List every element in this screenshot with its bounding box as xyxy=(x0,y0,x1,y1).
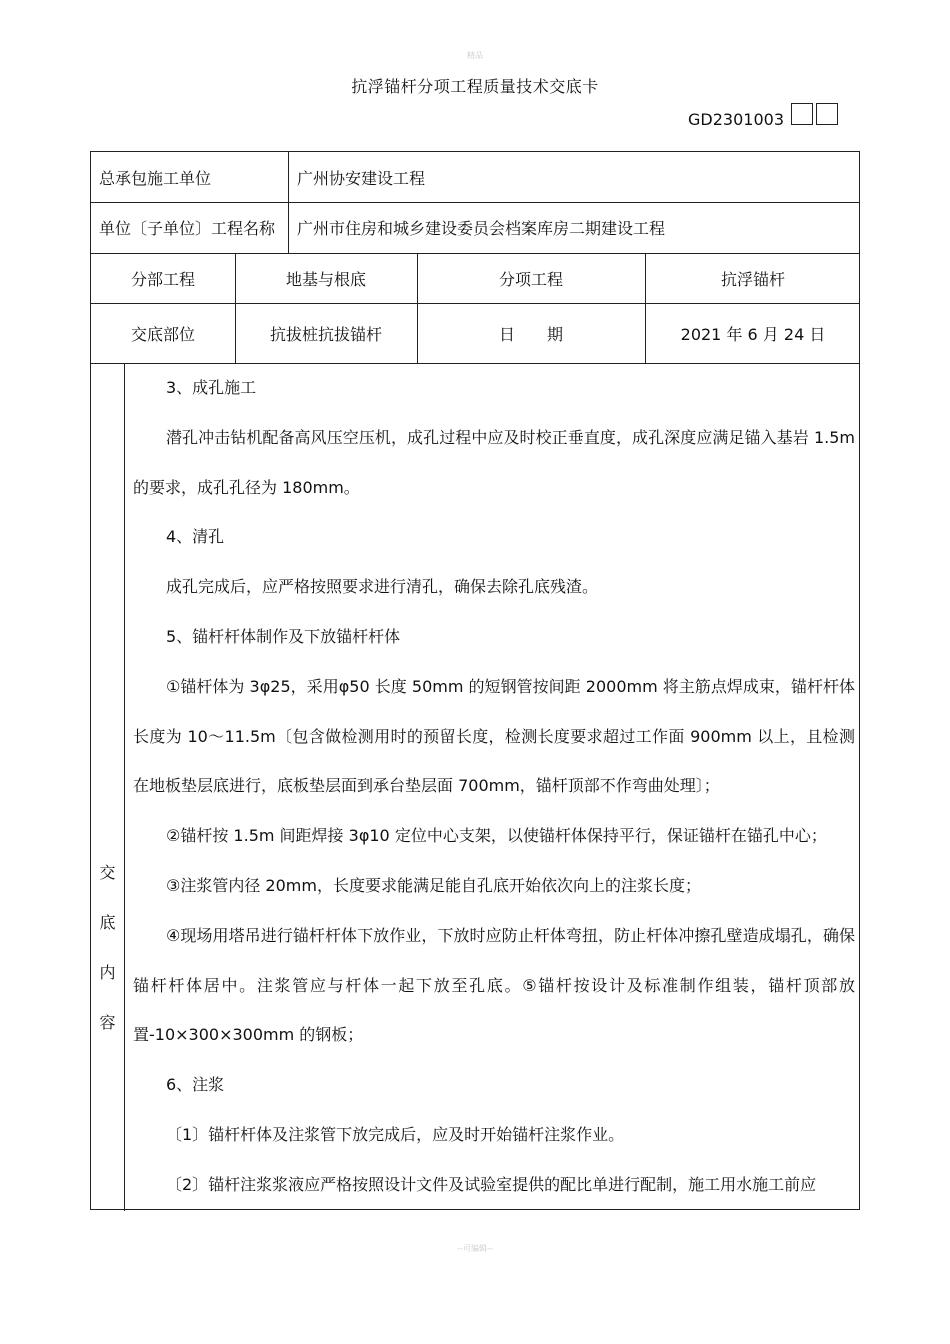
watermark-top: 精品 xyxy=(467,51,483,60)
section-heading: 5、锚杆杆体制作及下放锚杆杆体 xyxy=(166,626,401,646)
contractor-label: 总承包施工单位 xyxy=(99,168,212,188)
division-label: 分部工程 xyxy=(130,269,195,289)
side-label-char: 容 xyxy=(99,1013,116,1032)
side-label-char: 交 xyxy=(99,863,116,882)
disclosure-table xyxy=(90,151,860,1210)
project-name-label: 单位〔子单位〕工程名称 xyxy=(99,219,276,238)
subitem-value: 抗浮锚杆 xyxy=(720,269,785,289)
disclosure-content xyxy=(133,363,855,1210)
paragraph: 潜孔冲击钻机配备高风压空压机，成孔过程中应及时校正垂直度，成孔深度应满足锚入基岩 1.5m 的要求，成孔孔径为 180mm。 xyxy=(133,427,855,497)
paragraph: ④现场用塔吊进行锚杆杆体下放作业，下放时应防止杆体弯扭，防止杆体冲擦孔壁造成塌孔，确保锚杆杆体居中。注浆管应与杆体一起下放至孔底。⑤锚杆按设计及标准制作组装，锚杆顶部放置-10×300×300mm 的钢板； xyxy=(133,925,855,1045)
section-heading: 6、注浆 xyxy=(166,1075,225,1095)
watermark-bottom: --可编辑-- xyxy=(457,1244,493,1253)
division-value: 地基与根底 xyxy=(285,269,366,289)
disclosure-content-label xyxy=(91,848,124,1048)
document-code: GD2301003 xyxy=(688,110,784,129)
date-value: 2021 年 6 月 24 日 xyxy=(680,324,826,344)
location-label: 交底部位 xyxy=(130,324,195,344)
table-col-divider xyxy=(124,363,125,1211)
side-label-char: 底 xyxy=(99,913,116,932)
code-checkbox-1[interactable] xyxy=(791,103,813,125)
paragraph: 成孔完成后，应严格按照要求进行清孔，确保去除孔底残渣。 xyxy=(166,577,599,597)
subitem-label: 分项工程 xyxy=(498,269,563,289)
paragraph: 〔1〕锚杆杆体及注浆管下放完成后，应及时开始锚杆注浆作业。 xyxy=(166,1124,625,1144)
document-title: 抗浮锚杆分项工程质量技术交底卡 xyxy=(351,77,599,96)
document-code-row xyxy=(688,103,838,131)
paragraph: ③注浆管内径 20mm，长度要求能满足能自孔底开始依次向上的注浆长度； xyxy=(166,875,701,895)
code-checkbox-2[interactable] xyxy=(816,103,838,125)
side-label-char: 内 xyxy=(99,963,116,982)
paragraph: ①锚杆体为 3φ25，采用φ50 长度 50mm 的短钢管按间距 2000mm 将主筋点焊成束，锚杆杆体长度为 10～11.5m〔包含做检测用时的预留长度，检测长度要求超过工作面 900mm 以上，且检测在地板垫层底进行，底板垫层面到承台垫层面 700mm，锚杆顶部不作弯曲处理〕； xyxy=(133,676,855,796)
paragraph: ②锚杆按 1.5m 间距焊接 3φ10 定位中心支架，以使锚杆体保持平行，保证锚杆在锚孔中心； xyxy=(166,826,827,846)
section-heading: 4、清孔 xyxy=(166,527,225,547)
paragraph: 〔2〕锚杆注浆浆液应严格按照设计文件及试验室提供的配比单进行配制，施工用水施工前应 xyxy=(166,1174,817,1194)
location-value: 抗拔桩抗拔锚杆 xyxy=(269,324,382,344)
section-heading: 3、成孔施工 xyxy=(166,378,257,397)
table-col-divider xyxy=(288,152,289,253)
contractor-value: 广州协安建设工程 xyxy=(297,168,426,188)
project-name-value: 广州市住房和城乡建设委员会档案库房二期建设工程 xyxy=(297,219,666,238)
date-label: 日 期 xyxy=(498,324,563,344)
